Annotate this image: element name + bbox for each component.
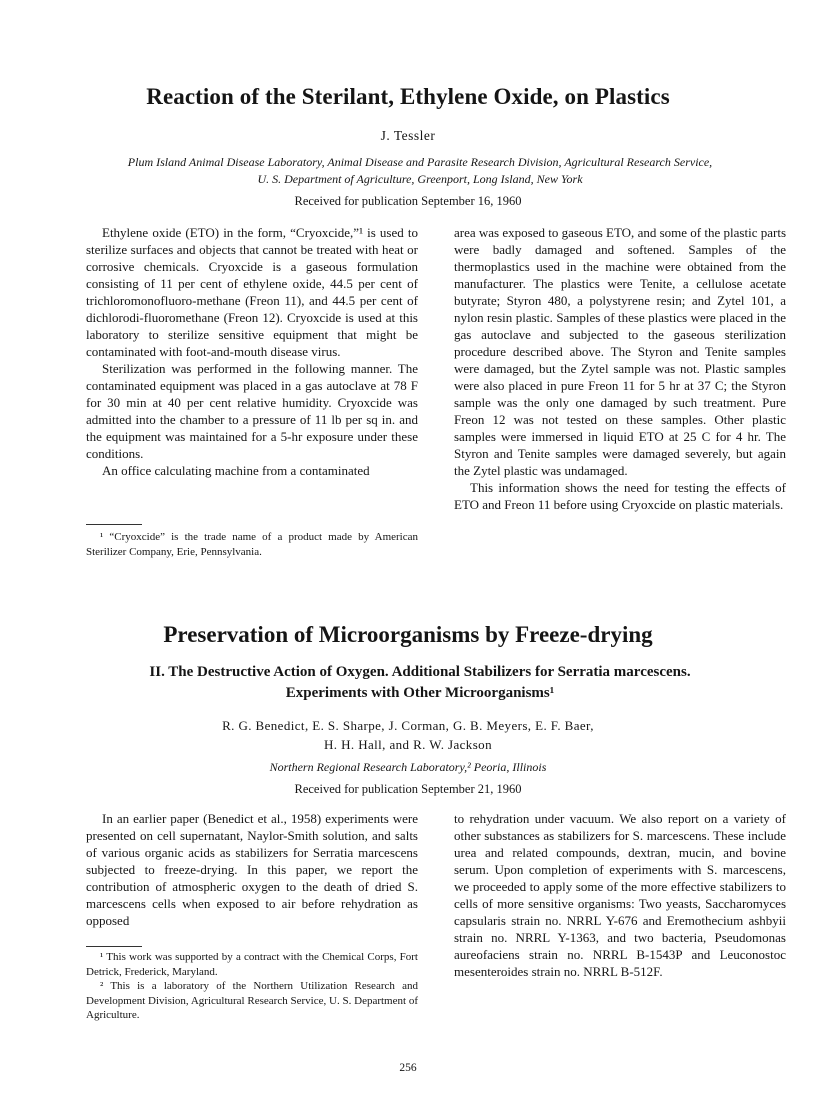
article2-right-paragraph: to rehydration under vacuum. We also report on a variety of other substances as stabilizers for S. marcescens. These include urea and related compounds, dextran, mucin, and bovine serum. Upon completion of experiments with S. marcescens, we proceeded to apply some of the more effective stabilizers to cells of more sensitive organisms: Two yeasts, Saccharomyces capsularis strain no. NRRL Y-676 and Eremothecium ashbyii strain no. NRRL Y-1363, and two bacteria, Pseudomonas aureofaciens strain no. NRRL B-1543P and Leuconostoc mesenteroides strain no. NRRL B-512F. [454,811,786,979]
article2-authors-line1: R. G. Benedict, E. S. Sharpe, J. Corman, G. B. Meyers, E. F. Baer, [222,718,594,733]
article1-affiliation [80,154,760,188]
article2-authors [0,716,816,754]
article1-right-paragraph: area was exposed to gaseous ETO, and some of the plastic parts were badly damaged and softened. Samples of the thermoplastics used in the machine were obtained from the manufacturer. The plastics were Tenite, a cellulose acetate butyrate; Styron 480, a polystyrene resin; and Zytel 101, a nylon resin plastic. Samples of these plastics were placed in the gas autoclave and subjected to the gaseous sterilization procedure described above. The Styron and Tenite samples were damaged, but the Zytel sample was not. Plastic samples were also placed in pure Freon 11 for 5 hr at 37 C; the Styron sample was the only one damaged by such treatment. Pure Freon 12 was not tested on these samples. Other plastic samples were immersed in liquid ETO at 25 C for 4 hr. The Styron and Tenite samples were damaged severely, but again the Zytel plastic was undamaged. [454,225,786,478]
article2-title: Preservation of Microorganisms by Freeze-drying [163,622,653,647]
article1-left-paragraph: Sterilization was performed in the following manner. The contaminated equipment was placed in a gas autoclave at 78 F for 30 min at 40 per cent relative humidity. Cryoxcide was admitted into the chamber to a pressure of 11 lb per sq in. and the equipment was maintained for a 5-hr exposure under these conditions. [86,361,418,461]
article1-footnote-text: ¹ “Cryoxcide” is the trade name of a product made by American Sterilizer Company, Erie, Pennsylvania. [86,531,418,558]
article2-subtitle [60,662,780,704]
article2-authors-line2: H. H. Hall, and R. W. Jackson [324,737,492,752]
article2-left-column [86,810,418,929]
article2-left-paragraph: In an earlier paper (Benedict et al., 1958) experiments were presented on cell supernatant, Naylor-Smith solution, and salts of various organic acids as stabilizers for Serratia marcescens subjected to freeze-drying. In this paper, we report the contribution of atmospheric oxygen to the death of dried S. marcescens cells when exposed to air before rehydration as opposed [86,811,418,928]
footnote-rule [86,524,142,525]
article2-affiliation: Northern Regional Research Laboratory,² Peoria, Illinois [269,760,547,774]
article1-left-paragraph: Ethylene oxide (ETO) in the form, “Cryoxcide,”¹ is used to sterilize surfaces and objects that cannot be treated with heat or corrosive chemicals. Cryoxcide is a gaseous formulation consisting of 11 per cent of ethylene oxide, 44.5 per cent of trichloromonofluoro-methane (Freon 11), and 44.5 per cent of dichlorodi-fluoromethane (Freon 12). Cryoxcide is used at this laboratory to sterilize sensitive equipment that might be contaminated with foot-and-mouth disease virus. [86,225,418,359]
article2-footnotes [86,950,418,1023]
article1-left-paragraph: An office calculating machine from a contaminated [102,463,370,478]
article2-footnote1: ¹ This work was supported by a contract with the Chemical Corps, Fort Detrick, Frederick, Maryland. [86,951,418,978]
footnote-rule [86,946,142,947]
article2-subtitle-line2: Experiments with Other Microorganisms¹ [285,685,555,701]
article1-left-column [86,224,418,479]
article1-title: Reaction of the Sterilant, Ethylene Oxide, on Plastics [146,84,670,109]
article1-affiliation-line2: U. S. Department of Agriculture, Greenport, Long Island, New York [257,172,583,186]
page-number: 256 [399,1062,417,1074]
article1-footnote [86,530,418,559]
article1-author: J. Tessler [380,128,436,143]
article2-footnote2: ² This is a laboratory of the Northern Utilization Research and Development Division, Agricultural Research Service, U. S. Department of Agriculture. [86,980,418,1021]
article1-received: Received for publication September 16, 1960 [294,194,522,208]
article2-subtitle-line1: II. The Destructive Action of Oxygen. Additional Stabilizers for Serratia marcescens. [149,664,691,680]
article1-right-column [454,224,786,513]
article1-affiliation-line1: Plum Island Animal Disease Laboratory, Animal Disease and Parasite Research Division, Agricultural Research Service, [127,155,713,169]
article1-right-paragraph: This information shows the need for testing the effects of ETO and Freon 11 before using Cryoxcide on plastic materials. [454,480,786,512]
article2-right-column [454,810,786,980]
article2-received: Received for publication September 21, 1960 [294,782,522,796]
